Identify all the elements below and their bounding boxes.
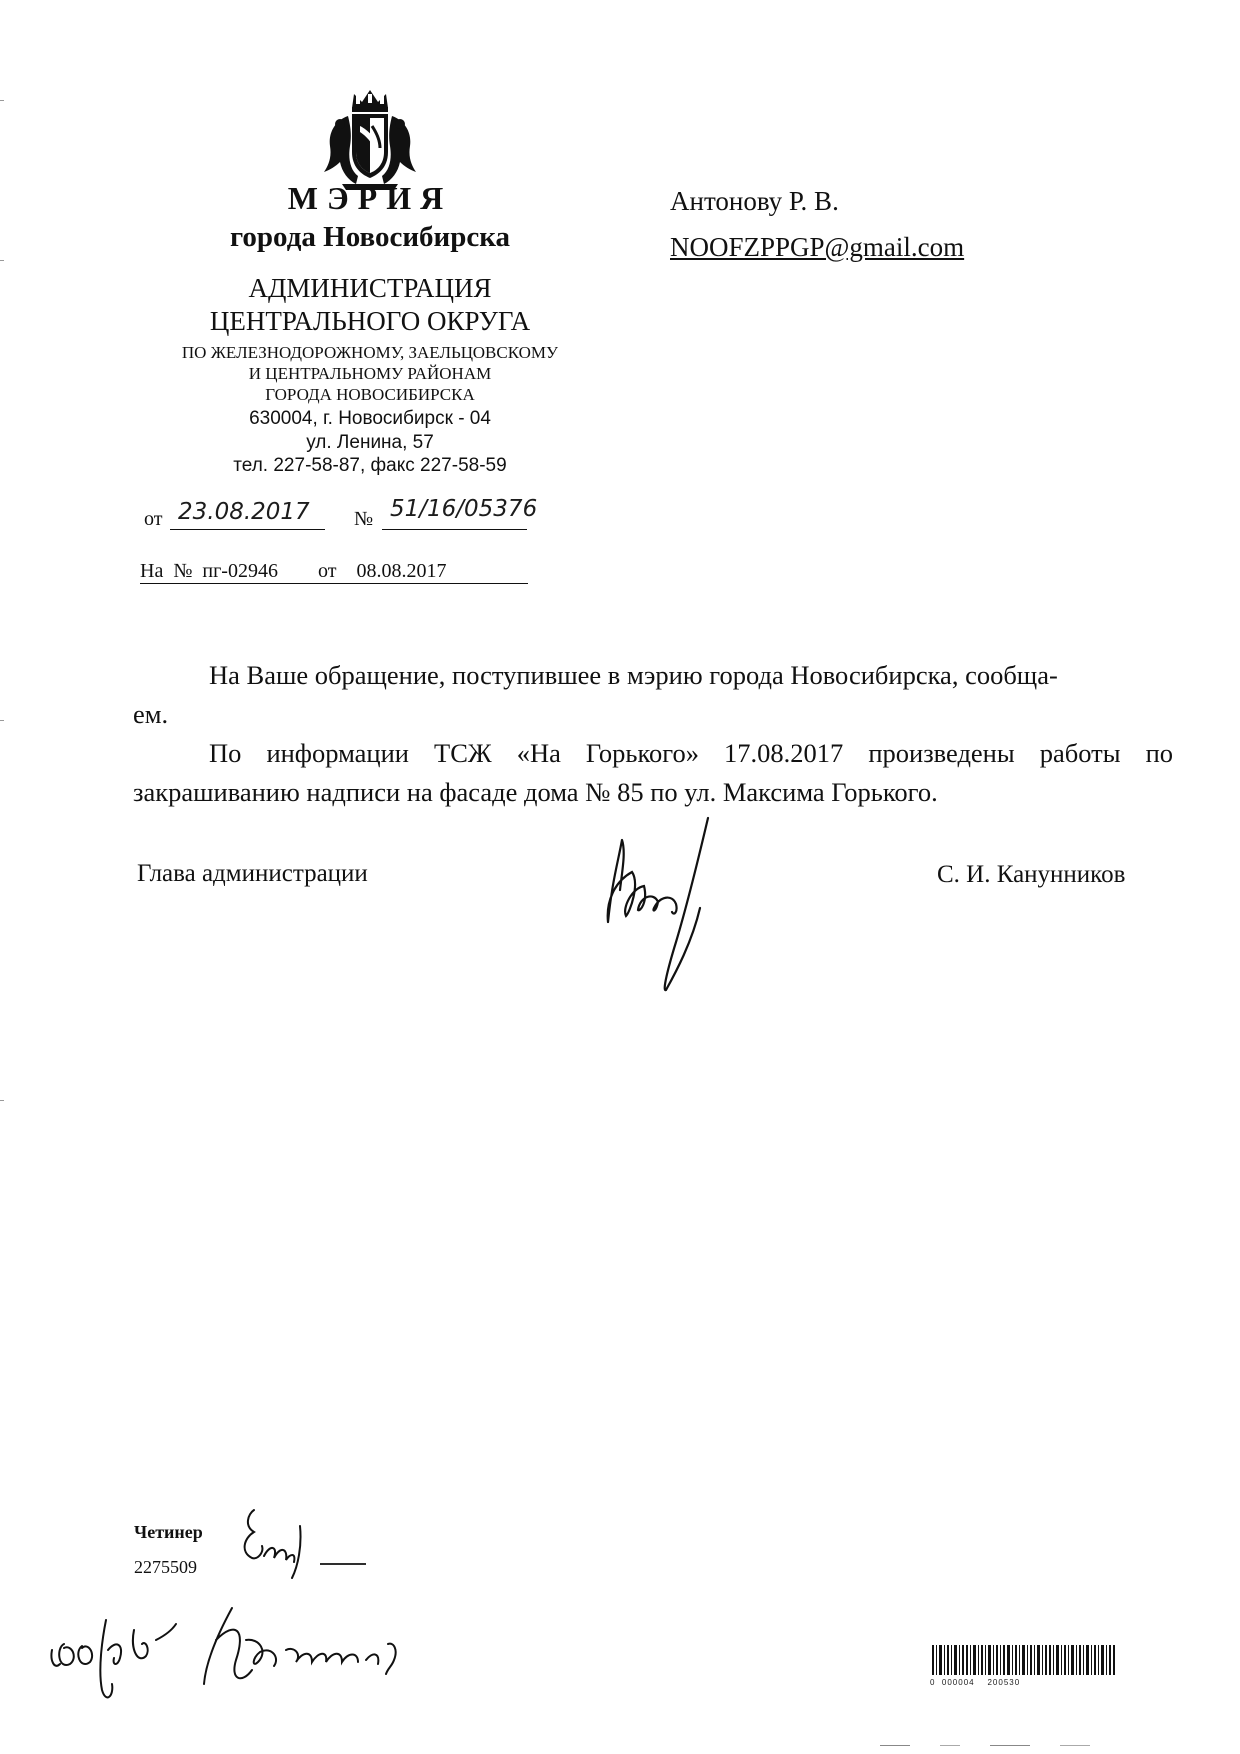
street-address: ул. Ленина, 57	[306, 432, 434, 453]
scan-edge-mark	[0, 1100, 4, 1101]
recipient-email: NOOFZPPGP@gmail.com	[670, 232, 965, 262]
reference-underline	[140, 583, 528, 584]
body-paragraph-2-end: закрашиванию надписи на фасаде дома № 85 по ул. Максима Горького.	[133, 777, 938, 807]
outgoing-number-value: 51/16/05376	[390, 496, 538, 522]
document-barcode	[932, 1645, 1116, 1675]
outgoing-date-value: 23.08.2017	[178, 499, 310, 525]
head-signature-icon	[592, 812, 742, 998]
executor-signature-icon	[234, 1496, 384, 1592]
administration-heading: АДМИНИСТРАЦИЯ	[248, 273, 492, 303]
scan-edge-mark	[0, 720, 4, 721]
phone-fax: тел. 227-58-87, факс 227-58-59	[233, 455, 507, 476]
barcode-digits: 0 000004 200530	[930, 1678, 1021, 1687]
outgoing-date-label: от	[144, 508, 163, 530]
scan-footer-mark	[880, 1744, 1120, 1747]
number-underline	[382, 529, 527, 530]
mayor-office-heading: МЭРИЯ	[287, 180, 453, 216]
district-heading: ЦЕНТРАЛЬНОГО ОКРУГА	[209, 306, 531, 336]
districts-line: ПО ЖЕЛЕЗНОДОРОЖНОМУ, ЗАЕЛЬЦОВСКОМУ	[181, 343, 559, 362]
recipient-name: Антонову Р. В.	[670, 186, 839, 216]
body-paragraph-1: На Ваше обращение, поступившее в мэрию города Новосибирска, сообща-	[209, 660, 1058, 690]
scan-edge-mark	[0, 100, 4, 101]
districts-line: ГОРОДА НОВОСИБИРСКА	[265, 385, 475, 404]
city-heading: города Новосибирска	[229, 221, 511, 253]
signatory-name: С. И. Канунников	[937, 861, 1126, 888]
body-paragraph-1-end: ем.	[133, 699, 169, 729]
postal-address: 630004, г. Новосибирск - 04	[249, 408, 491, 429]
executor-phone: 2275509	[134, 1557, 197, 1577]
outgoing-number-label: №	[354, 508, 374, 530]
handwritten-notes-icon	[46, 1600, 446, 1710]
body-paragraph-2: По информации ТСЖ «На Горького» 17.08.2017 произведены работы по	[209, 738, 1173, 768]
reference-line: На № пг-02946 от 08.08.2017	[140, 560, 447, 582]
signatory-title: Глава администрации	[137, 860, 368, 887]
executor-name: Четинер	[134, 1522, 203, 1542]
districts-line: И ЦЕНТРАЛЬНОМУ РАЙОНАМ	[248, 364, 492, 383]
coat-of-arms-icon	[318, 86, 422, 194]
date-underline	[170, 529, 325, 530]
scan-edge-mark	[0, 260, 4, 261]
